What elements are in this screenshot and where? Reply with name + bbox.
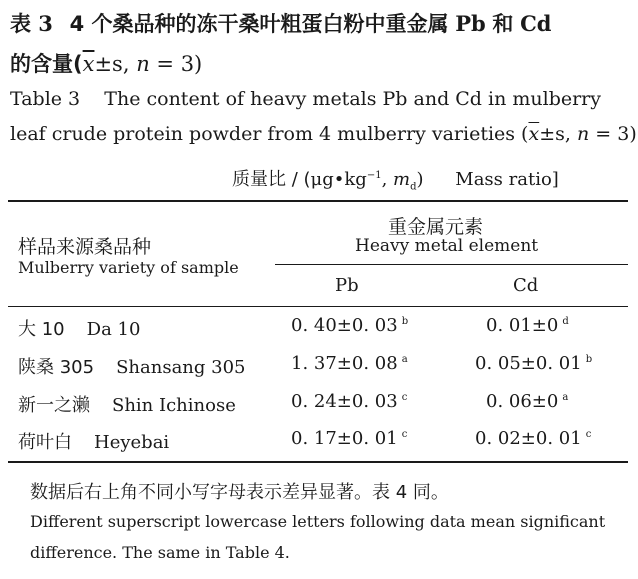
variety-cn: 陕桑 305 xyxy=(18,357,95,378)
units-line: 质量比 / ($\mu g•kg^{-1}$, $m_d$) Mass ratio] xyxy=(232,169,559,193)
cd-value: 0. 06±0 xyxy=(486,391,559,412)
variety-cn: 新一之濑 xyxy=(18,395,90,416)
pb-superscript: c xyxy=(401,429,408,440)
variety-en: Da 10 xyxy=(86,319,141,340)
bottom-rule xyxy=(8,461,628,463)
top-rule xyxy=(8,200,628,202)
cd-value: 0. 05±0. 01 xyxy=(475,353,582,374)
table-number: 表 3 xyxy=(10,11,53,36)
col-header-cd: Cd xyxy=(513,275,539,296)
cd-value: 0. 02±0. 01 xyxy=(475,428,582,449)
note-en-line1: Different superscript lowercase letters following data mean significant xyxy=(30,512,606,531)
table-caption-en-line1: Table 3 The content of heavy metals Pb and Cd in mulberry xyxy=(10,88,601,110)
cd-value: 0. 01±0 xyxy=(486,315,559,336)
pb-value: 0. 17±0. 01 xyxy=(291,428,398,449)
cd-superscript: c xyxy=(585,429,592,440)
table-caption-cn xyxy=(10,8,552,38)
header-variety-en: Mulberry variety of sample xyxy=(18,258,239,277)
caption-pb: Pb xyxy=(455,11,486,36)
header-group-cn: 重金属元素 xyxy=(388,216,484,238)
pb-value: 0. 24±0. 03 xyxy=(291,391,398,412)
col-header-pb: Pb xyxy=(335,275,359,296)
note-cn: 数据后右上角不同小写字母表示差异显著。表 4 同。 xyxy=(30,482,449,503)
pb-superscript: b xyxy=(401,316,409,327)
header-rule xyxy=(8,306,628,307)
variety-en: Shin Ichinose xyxy=(112,395,236,416)
header-variety-cn: 样品来源桑品种 xyxy=(18,236,152,258)
table-caption-en-line2: leaf crude protein powder from 4 mulberry varieties ($\overline{x}\pm s$, n = 3) xyxy=(10,123,637,145)
variety-cn: 荷叶白 xyxy=(18,432,72,453)
mean-symbol: $\overline{x}$ xyxy=(82,52,95,76)
caption-and: 和 xyxy=(492,12,514,36)
note-en-line2: difference. The same in Table 4. xyxy=(30,543,290,562)
pb-superscript: c xyxy=(401,392,408,403)
cd-superscript: b xyxy=(585,354,593,365)
pb-superscript: a xyxy=(401,354,408,365)
variety-en: Heyebai xyxy=(94,432,170,453)
caption-cd: Cd xyxy=(520,11,552,36)
cd-superscript: d xyxy=(562,316,569,327)
cd-superscript: a xyxy=(562,392,569,403)
variety-en: Shansang 305 xyxy=(116,357,246,378)
variety-cn: 大 10 xyxy=(18,319,65,340)
header-group-en: Heavy metal element xyxy=(355,236,539,256)
group-rule xyxy=(275,264,628,265)
table-caption-cn-line2: 的含量($\overline{x}\pm s$, n = 3) xyxy=(10,52,203,76)
pb-value: 1. 37±0. 08 xyxy=(291,353,398,374)
units-en: Mass ratio] xyxy=(455,169,559,190)
caption-cn-text: 4 个桑品种的冻干桑叶粗蛋白粉中重金属 xyxy=(69,12,449,36)
pb-value: 0. 40±0. 03 xyxy=(291,315,398,336)
